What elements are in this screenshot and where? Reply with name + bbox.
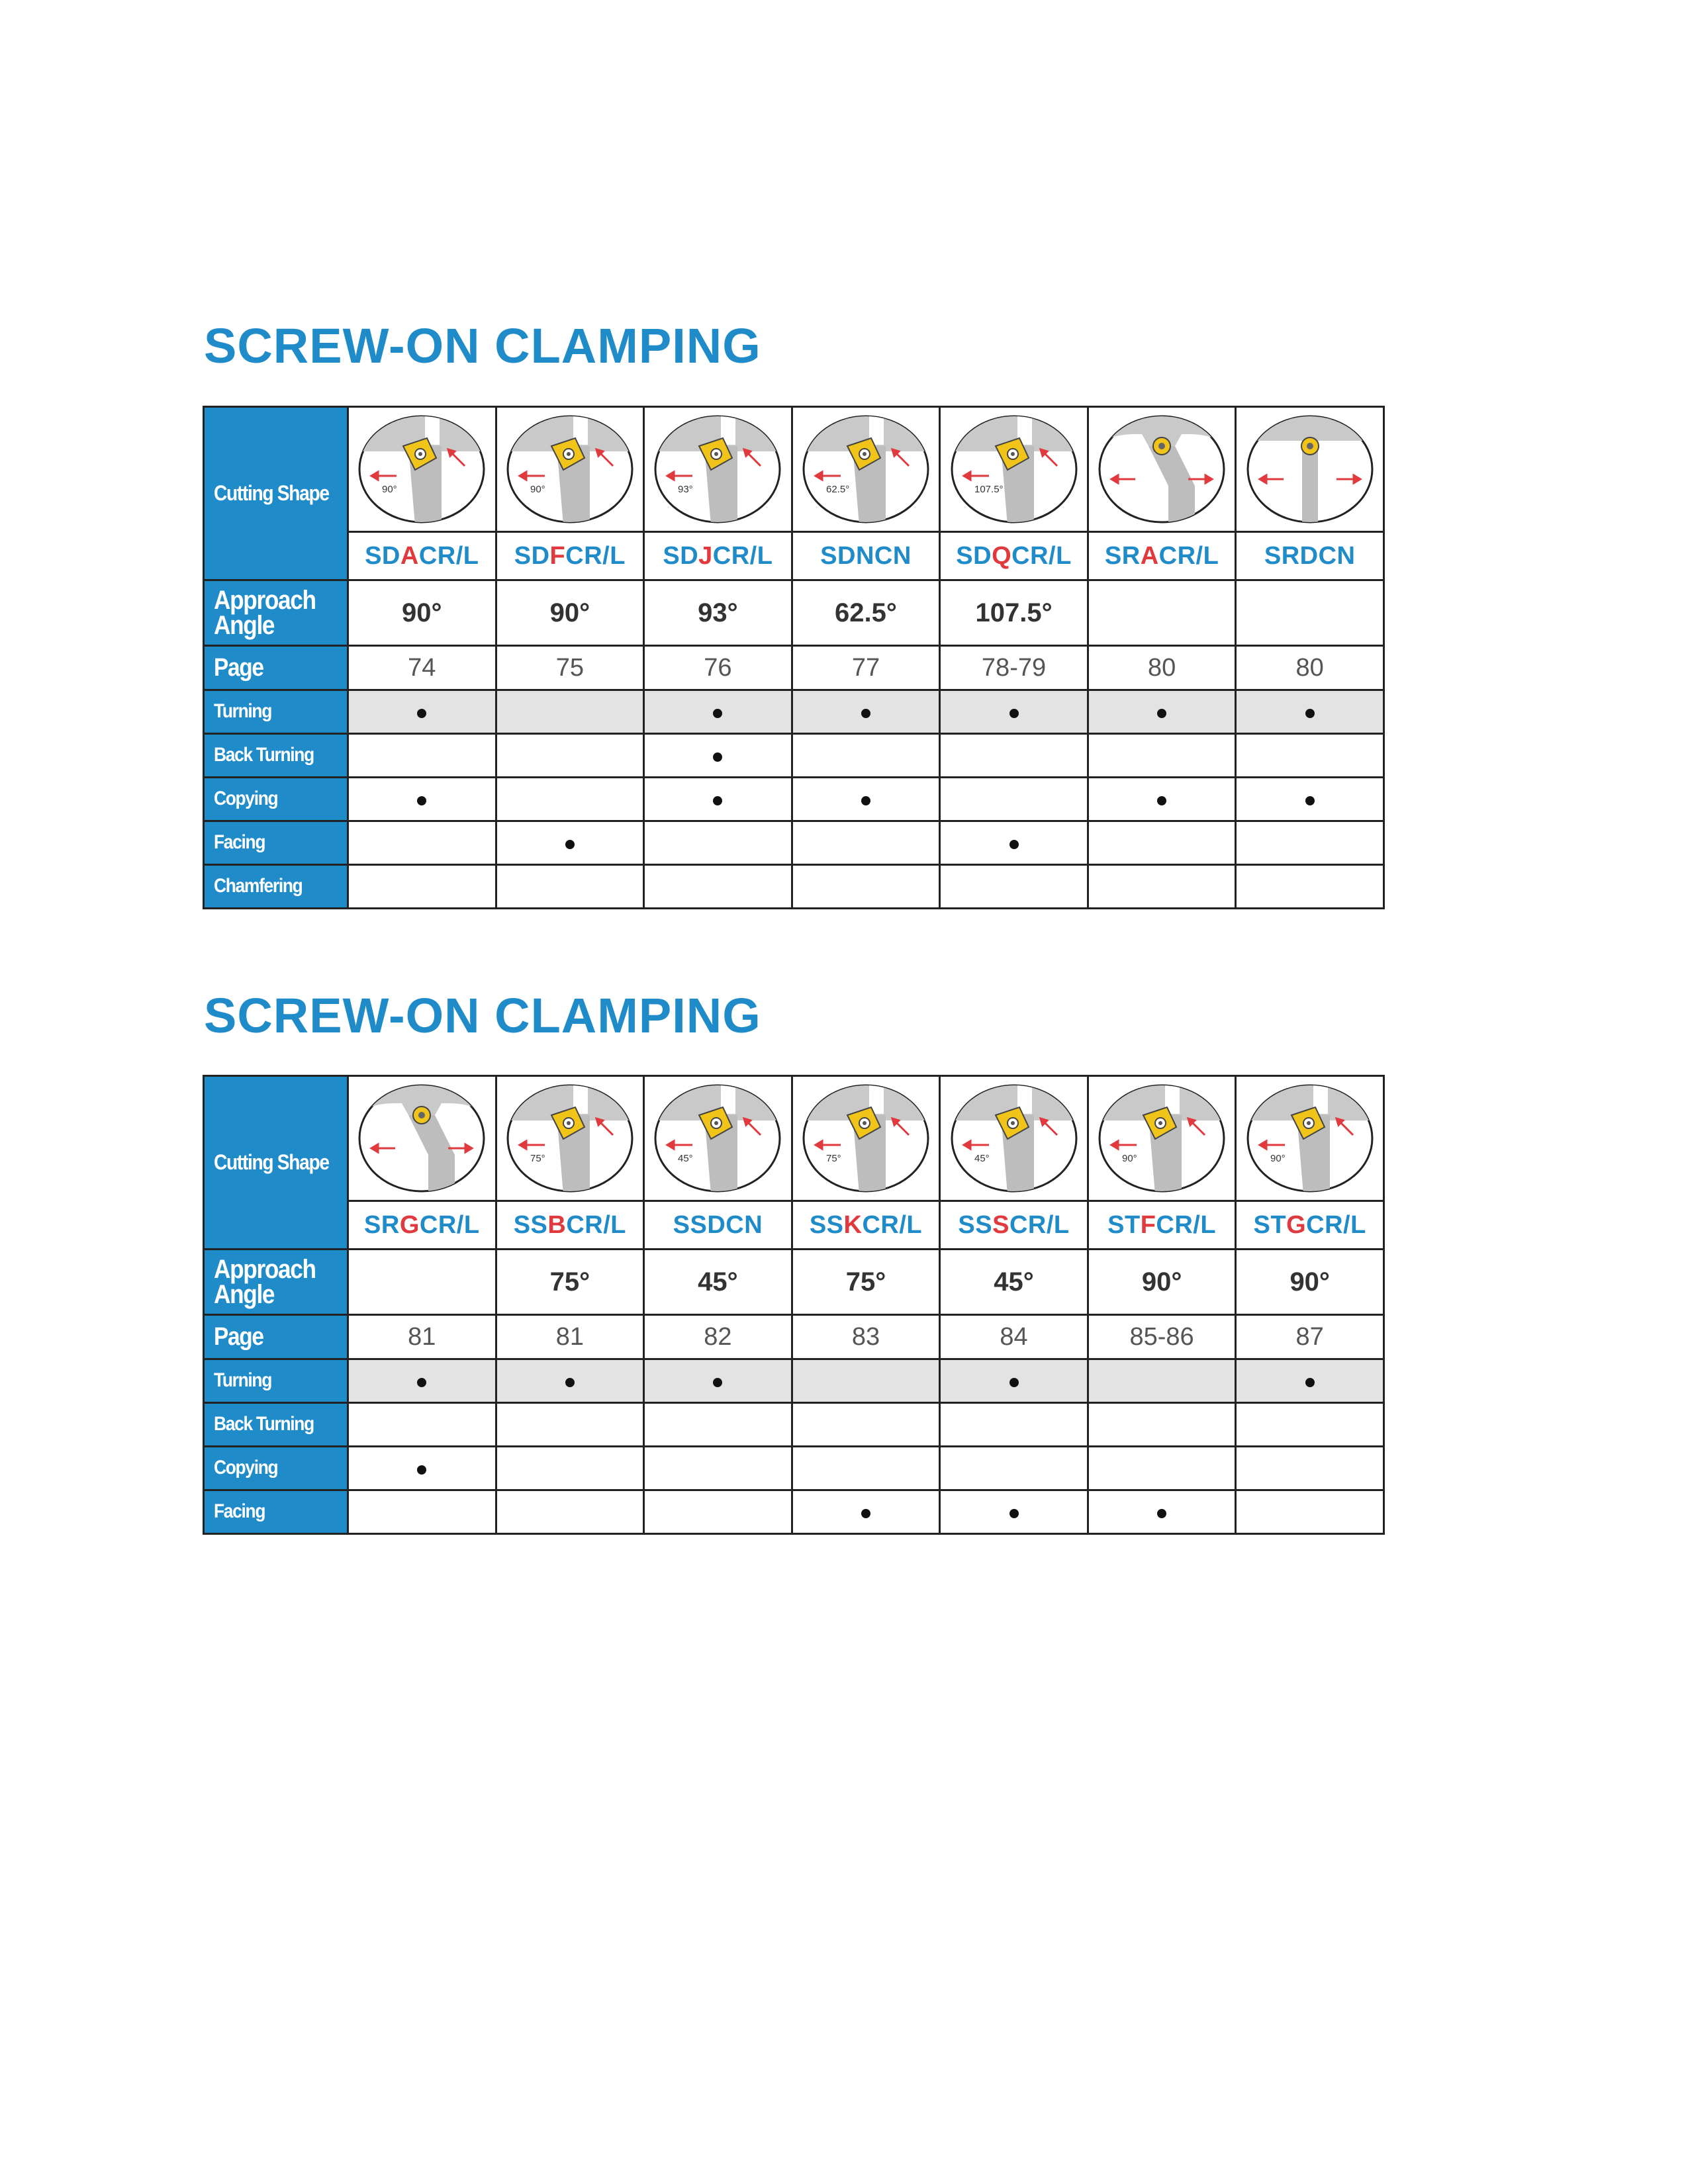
round-insert-holder-icon bbox=[1096, 413, 1228, 525]
cutting-shape-cell bbox=[348, 407, 496, 532]
approach-angle-value: 93° bbox=[644, 580, 792, 646]
tool-holder-icon bbox=[800, 1082, 932, 1195]
holder-code bbox=[792, 532, 940, 580]
use-cell bbox=[1088, 690, 1236, 734]
holder-code bbox=[792, 1201, 940, 1250]
approach-angle-value: 45° bbox=[644, 1250, 792, 1315]
cutting-shape-cell bbox=[940, 1076, 1088, 1201]
applicable-dot-icon bbox=[861, 709, 870, 718]
angle-mark-label: 107.5° bbox=[974, 484, 1004, 495]
use-cell bbox=[940, 690, 1088, 734]
holder-code-part: A bbox=[400, 541, 419, 570]
applicable-dot-icon bbox=[1009, 1509, 1019, 1518]
holder-code-part: CR/L bbox=[1158, 541, 1219, 570]
approach-angle-value: 90° bbox=[1088, 1250, 1236, 1315]
approach-angle-label bbox=[204, 580, 348, 646]
use-cell bbox=[940, 778, 1088, 821]
use-cell bbox=[348, 734, 496, 778]
use-cell bbox=[940, 1403, 1088, 1447]
holder-code bbox=[1236, 1201, 1384, 1250]
applicable-dot-icon bbox=[565, 1378, 575, 1387]
page-value: 74 bbox=[348, 646, 496, 690]
tool-holder-icon bbox=[1244, 1082, 1376, 1195]
cutting-shape-label-text: Cutting Shape bbox=[214, 481, 329, 506]
page-value: 80 bbox=[1088, 646, 1236, 690]
angle-mark-label: 45° bbox=[678, 1153, 694, 1164]
use-cell bbox=[940, 821, 1088, 865]
use-cell bbox=[496, 821, 644, 865]
use-label-text: Copying bbox=[214, 1457, 278, 1479]
angle-mark-label: 90° bbox=[530, 484, 545, 495]
use-cell bbox=[940, 1447, 1088, 1490]
use-cell bbox=[496, 734, 644, 778]
round-insert-holder-icon bbox=[355, 1082, 488, 1195]
use-cell bbox=[348, 1447, 496, 1490]
holder-code-part: ST bbox=[1253, 1210, 1287, 1239]
use-cell bbox=[348, 821, 496, 865]
use-cell bbox=[1088, 1490, 1236, 1534]
tool-holder-icon bbox=[504, 413, 636, 525]
approach-angle-row bbox=[204, 580, 1384, 646]
applicable-dot-icon bbox=[1305, 796, 1315, 805]
holder-code-part: G bbox=[399, 1210, 420, 1239]
approach-angle-label-text: Approach Angle bbox=[214, 1255, 316, 1309]
holder-code-part: CR/L bbox=[565, 541, 626, 570]
approach-angle-value: 75° bbox=[496, 1250, 644, 1315]
use-cell bbox=[1236, 1447, 1384, 1490]
cutting-shape-label-text: Cutting Shape bbox=[214, 1150, 329, 1175]
angle-mark-label: 93° bbox=[678, 484, 694, 495]
use-cell bbox=[1088, 1447, 1236, 1490]
use-cell bbox=[792, 1447, 940, 1490]
applicable-dot-icon bbox=[713, 1378, 722, 1387]
cutting-shape-cell bbox=[1088, 407, 1236, 532]
use-cell bbox=[792, 1490, 940, 1534]
use-cell bbox=[940, 1490, 1088, 1534]
use-cell bbox=[792, 734, 940, 778]
tool-holder-icon bbox=[355, 413, 488, 525]
page-value: 84 bbox=[940, 1315, 1088, 1359]
use-cell bbox=[1088, 734, 1236, 778]
cutting-shape-cell bbox=[496, 407, 644, 532]
holder-code-part: SDNCN bbox=[820, 541, 912, 570]
holder-code bbox=[348, 532, 496, 580]
use-cell bbox=[348, 865, 496, 909]
use-cell bbox=[496, 1403, 644, 1447]
cutting-shape-row bbox=[204, 407, 1384, 532]
page-label-text: Page bbox=[214, 1322, 263, 1351]
use-cell bbox=[1236, 690, 1384, 734]
holder-code bbox=[644, 1201, 792, 1250]
use-cell bbox=[644, 778, 792, 821]
page-label-text: Page bbox=[214, 653, 263, 682]
use-cell bbox=[1088, 1359, 1236, 1403]
page-label bbox=[204, 1315, 348, 1359]
use-label bbox=[204, 1403, 348, 1447]
use-cell bbox=[644, 1447, 792, 1490]
applicable-dot-icon bbox=[713, 709, 722, 718]
applicable-dot-icon bbox=[861, 1509, 870, 1518]
cutting-shape-cell bbox=[1088, 1076, 1236, 1201]
page-value: 81 bbox=[496, 1315, 644, 1359]
use-cell bbox=[644, 734, 792, 778]
use-label-text: Copying bbox=[214, 788, 278, 810]
holder-code-part: SD bbox=[956, 541, 992, 570]
holder-code bbox=[644, 532, 792, 580]
use-cell bbox=[792, 865, 940, 909]
holder-code-part: SD bbox=[514, 541, 550, 570]
section-title-2: SCREW-ON CLAMPING bbox=[204, 988, 761, 1043]
use-label-text: Chamfering bbox=[214, 875, 303, 897]
page-row bbox=[204, 1315, 1384, 1359]
cutting-shape-label bbox=[204, 1076, 348, 1250]
use-cell bbox=[792, 1403, 940, 1447]
holder-code-part: A bbox=[1140, 541, 1159, 570]
page-value: 82 bbox=[644, 1315, 792, 1359]
use-label bbox=[204, 865, 348, 909]
use-label-text: Back Turning bbox=[214, 744, 314, 766]
use-cell bbox=[1088, 865, 1236, 909]
applicable-dot-icon bbox=[1009, 709, 1019, 718]
use-label bbox=[204, 1359, 348, 1403]
use-cell bbox=[644, 1490, 792, 1534]
use-row bbox=[204, 1403, 1384, 1447]
cutting-shape-cell bbox=[348, 1076, 496, 1201]
approach-angle-label-text: Approach Angle bbox=[214, 586, 316, 640]
approach-angle-value bbox=[348, 1250, 496, 1315]
use-cell bbox=[496, 690, 644, 734]
use-cell bbox=[348, 1359, 496, 1403]
holder-code bbox=[940, 1201, 1088, 1250]
tool-holder-icon bbox=[651, 1082, 784, 1195]
approach-angle-value: 62.5° bbox=[792, 580, 940, 646]
holder-code-part: CR/L bbox=[418, 541, 479, 570]
holder-code bbox=[496, 532, 644, 580]
tool-holder-icon bbox=[651, 413, 784, 525]
holder-code-part: ST bbox=[1107, 1210, 1141, 1239]
holder-code-part: S bbox=[992, 1210, 1009, 1239]
use-cell bbox=[348, 690, 496, 734]
applicable-dot-icon bbox=[1157, 796, 1166, 805]
holder-code-part: SR bbox=[1104, 541, 1141, 570]
approach-angle-label bbox=[204, 1250, 348, 1315]
applicable-dot-icon bbox=[1157, 1509, 1166, 1518]
applicable-dot-icon bbox=[565, 840, 575, 849]
cutting-shape-cell bbox=[940, 407, 1088, 532]
holder-code-row bbox=[204, 532, 1384, 580]
use-cell bbox=[1236, 865, 1384, 909]
applicable-dot-icon bbox=[713, 752, 722, 762]
holder-code-part: CR/L bbox=[1156, 1210, 1217, 1239]
angle-mark-label: 90° bbox=[382, 484, 397, 495]
holder-code bbox=[1236, 532, 1384, 580]
use-cell bbox=[348, 1490, 496, 1534]
approach-angle-value: 90° bbox=[1236, 1250, 1384, 1315]
page-value: 83 bbox=[792, 1315, 940, 1359]
holder-code-part: F bbox=[549, 541, 566, 570]
use-row bbox=[204, 821, 1384, 865]
use-cell bbox=[1236, 778, 1384, 821]
angle-mark-label: 90° bbox=[1270, 1153, 1286, 1164]
holder-code-part: CR/L bbox=[1011, 541, 1072, 570]
holder-code-part: CR/L bbox=[1306, 1210, 1366, 1239]
applicable-dot-icon bbox=[1305, 1378, 1315, 1387]
use-row bbox=[204, 690, 1384, 734]
cutting-shape-cell bbox=[1236, 1076, 1384, 1201]
spec-table-1 bbox=[203, 406, 1385, 909]
use-cell bbox=[1236, 734, 1384, 778]
approach-angle-value: 90° bbox=[496, 580, 644, 646]
angle-mark-label: 75° bbox=[530, 1153, 545, 1164]
use-label bbox=[204, 821, 348, 865]
cutting-shape-label bbox=[204, 407, 348, 580]
use-cell bbox=[496, 778, 644, 821]
page-value: 81 bbox=[348, 1315, 496, 1359]
holder-code-part: CR/L bbox=[419, 1210, 480, 1239]
use-row bbox=[204, 734, 1384, 778]
tool-holder-icon bbox=[504, 1082, 636, 1195]
applicable-dot-icon bbox=[1157, 709, 1166, 718]
holder-code-part: CR/L bbox=[566, 1210, 626, 1239]
applicable-dot-icon bbox=[417, 796, 426, 805]
use-cell bbox=[940, 734, 1088, 778]
approach-angle-value: 107.5° bbox=[940, 580, 1088, 646]
approach-angle-value: 90° bbox=[348, 580, 496, 646]
approach-angle-value: 45° bbox=[940, 1250, 1088, 1315]
page-value: 87 bbox=[1236, 1315, 1384, 1359]
page-value: 85-86 bbox=[1088, 1315, 1236, 1359]
cutting-shape-cell bbox=[1236, 407, 1384, 532]
applicable-dot-icon bbox=[1009, 840, 1019, 849]
cutting-shape-cell bbox=[792, 407, 940, 532]
use-cell bbox=[1236, 1403, 1384, 1447]
cutting-shape-cell bbox=[496, 1076, 644, 1201]
use-cell bbox=[792, 778, 940, 821]
holder-code-part: G bbox=[1286, 1210, 1307, 1239]
use-label bbox=[204, 734, 348, 778]
use-cell bbox=[496, 1490, 644, 1534]
cutting-shape-cell bbox=[644, 407, 792, 532]
holder-code-part: SR bbox=[364, 1210, 400, 1239]
use-cell bbox=[496, 1447, 644, 1490]
use-label-text: Facing bbox=[214, 1500, 265, 1523]
use-label-text: Turning bbox=[214, 700, 272, 723]
holder-code-part: K bbox=[843, 1210, 863, 1239]
use-cell bbox=[496, 865, 644, 909]
applicable-dot-icon bbox=[417, 1378, 426, 1387]
cutting-shape-cell bbox=[644, 1076, 792, 1201]
holder-code-row bbox=[204, 1201, 1384, 1250]
use-row bbox=[204, 1490, 1384, 1534]
use-cell bbox=[348, 1403, 496, 1447]
use-cell bbox=[496, 1359, 644, 1403]
angle-mark-label: 62.5° bbox=[825, 484, 850, 495]
holder-code-part: SS bbox=[809, 1210, 844, 1239]
holder-code bbox=[940, 532, 1088, 580]
cutting-shape-cell bbox=[792, 1076, 940, 1201]
tool-holder-icon bbox=[948, 1082, 1080, 1195]
holder-code-part: SS bbox=[958, 1210, 993, 1239]
use-label bbox=[204, 690, 348, 734]
angle-mark-label: 75° bbox=[825, 1153, 841, 1164]
use-cell bbox=[792, 690, 940, 734]
page-row bbox=[204, 646, 1384, 690]
page-value: 76 bbox=[644, 646, 792, 690]
holder-code bbox=[348, 1201, 496, 1250]
holder-code-part: SSDCN bbox=[673, 1210, 763, 1239]
approach-angle-value bbox=[1088, 580, 1236, 646]
use-label bbox=[204, 1447, 348, 1490]
use-cell bbox=[1236, 1490, 1384, 1534]
holder-code bbox=[1088, 532, 1236, 580]
holder-code-part: SRDCN bbox=[1264, 541, 1356, 570]
use-label-text: Turning bbox=[214, 1369, 272, 1392]
use-cell bbox=[644, 1403, 792, 1447]
applicable-dot-icon bbox=[861, 796, 870, 805]
use-label-text: Back Turning bbox=[214, 1413, 314, 1435]
use-cell bbox=[1236, 1359, 1384, 1403]
tool-holder-icon bbox=[1096, 1082, 1228, 1195]
use-cell bbox=[1088, 778, 1236, 821]
use-cell bbox=[348, 778, 496, 821]
holder-code-part: Q bbox=[992, 541, 1012, 570]
use-cell bbox=[1088, 821, 1236, 865]
use-label bbox=[204, 778, 348, 821]
cutting-shape-row bbox=[204, 1076, 1384, 1201]
use-cell bbox=[940, 1359, 1088, 1403]
tool-holder-icon bbox=[948, 413, 1080, 525]
applicable-dot-icon bbox=[417, 1465, 426, 1475]
use-cell bbox=[644, 1359, 792, 1403]
use-cell bbox=[940, 865, 1088, 909]
approach-angle-value: 75° bbox=[792, 1250, 940, 1315]
holder-code-part: F bbox=[1140, 1210, 1156, 1239]
use-label-text: Facing bbox=[214, 831, 265, 854]
holder-code-part: CR/L bbox=[712, 541, 773, 570]
use-row bbox=[204, 1359, 1384, 1403]
holder-code-part: CR/L bbox=[862, 1210, 923, 1239]
use-cell bbox=[792, 821, 940, 865]
approach-angle-row bbox=[204, 1250, 1384, 1315]
section-title-1: SCREW-ON CLAMPING bbox=[204, 318, 761, 373]
applicable-dot-icon bbox=[713, 796, 722, 805]
applicable-dot-icon bbox=[1305, 709, 1315, 718]
spec-table-2 bbox=[203, 1075, 1385, 1535]
use-cell bbox=[1088, 1403, 1236, 1447]
holder-code-part: SS bbox=[513, 1210, 548, 1239]
angle-mark-label: 45° bbox=[974, 1153, 990, 1164]
angle-mark-label: 90° bbox=[1122, 1153, 1137, 1164]
holder-code-part: SD bbox=[663, 541, 699, 570]
page-value: 75 bbox=[496, 646, 644, 690]
use-row bbox=[204, 1447, 1384, 1490]
round-insert-holder-icon bbox=[1244, 413, 1376, 525]
use-cell bbox=[644, 821, 792, 865]
use-cell bbox=[644, 690, 792, 734]
use-cell bbox=[644, 865, 792, 909]
holder-code-part: J bbox=[698, 541, 713, 570]
approach-angle-value bbox=[1236, 580, 1384, 646]
tool-holder-icon bbox=[800, 413, 932, 525]
applicable-dot-icon bbox=[417, 709, 426, 718]
page-value: 80 bbox=[1236, 646, 1384, 690]
page-label bbox=[204, 646, 348, 690]
use-label bbox=[204, 1490, 348, 1534]
applicable-dot-icon bbox=[1009, 1378, 1019, 1387]
use-row bbox=[204, 778, 1384, 821]
holder-code-part: CR/L bbox=[1009, 1210, 1070, 1239]
holder-code-part: SD bbox=[365, 541, 400, 570]
holder-code bbox=[496, 1201, 644, 1250]
use-row bbox=[204, 865, 1384, 909]
use-cell bbox=[792, 1359, 940, 1403]
holder-code bbox=[1088, 1201, 1236, 1250]
holder-code-part: B bbox=[547, 1210, 567, 1239]
use-cell bbox=[1236, 821, 1384, 865]
page-value: 78-79 bbox=[940, 646, 1088, 690]
page-value: 77 bbox=[792, 646, 940, 690]
